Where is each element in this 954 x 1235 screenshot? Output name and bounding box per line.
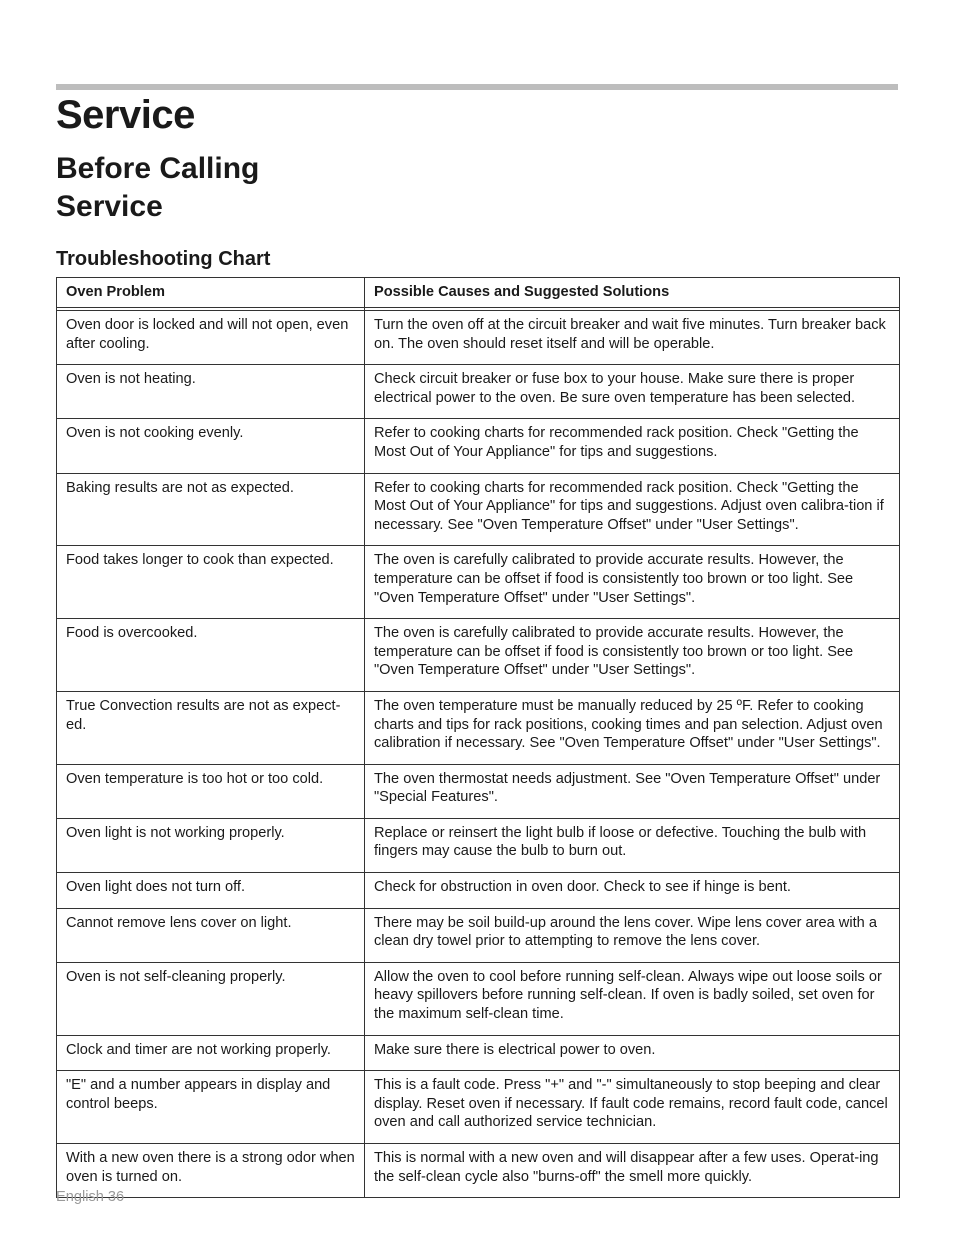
problem-cell: Oven light is not working properly. (57, 818, 365, 872)
solution-cell: The oven temperature must be manually reduced by 25 ºF. Refer to cooking charts and tips for rack positions, cooking times and pan selection. Adjust oven calibration if necessary. See "Oven Temperature Offset" under "User Settings". (365, 691, 900, 764)
problem-cell: Oven door is locked and will not open, even after cooling. (57, 311, 365, 365)
table-row (57, 1144, 900, 1198)
table-body (57, 308, 900, 1198)
problem-cell: Oven is not cooking evenly. (57, 419, 365, 473)
column-header-solution: Possible Causes and Suggested Solutions (365, 278, 900, 308)
table-row (57, 691, 900, 764)
table-row (57, 1071, 900, 1144)
problem-cell: Oven is not heating. (57, 365, 365, 419)
page-title: Service (56, 93, 195, 137)
problem-cell: Food is overcooked. (57, 619, 365, 692)
problem-cell: Food takes longer to cook than expected. (57, 546, 365, 619)
table-row (57, 365, 900, 419)
solution-cell: Refer to cooking charts for recommended rack position. Check "Getting the Most Out of Your Appliance" for tips and suggestions. (365, 419, 900, 473)
top-rule (56, 84, 898, 90)
problem-cell: True Convection results are not as expect-ed. (57, 691, 365, 764)
table-row (57, 546, 900, 619)
solution-cell: Allow the oven to cool before running self-clean. Always wipe out loose soils or heavy spillovers before running self-clean. If oven is badly soiled, set oven for the maximum self-clean time. (365, 962, 900, 1035)
problem-cell: "E" and a number appears in display and control beeps. (57, 1071, 365, 1144)
solution-cell: This is normal with a new oven and will disappear after a few uses. Operat-ing the self-clean cycle also "burns-off" the smell more quickly. (365, 1144, 900, 1198)
page-footer: English 36 (56, 1189, 125, 1205)
problem-cell: Clock and timer are not working properly. (57, 1035, 365, 1071)
solution-cell: The oven is carefully calibrated to provide accurate results. However, the temperature can be offset if food is consistently too brown or too light. See "Oven Temperature Offset" under "User Settings". (365, 619, 900, 692)
solution-cell: Refer to cooking charts for recommended rack position. Check "Getting the Most Out of Your Appliance" for tips and suggestions. Adjust oven calibra-tion if necessary. See "Oven Temperature Offset" under "User Settings". (365, 473, 900, 546)
table-header-row (57, 278, 900, 308)
table-row (57, 908, 900, 962)
table-row (57, 962, 900, 1035)
table-row (57, 873, 900, 909)
solution-cell: Make sure there is electrical power to oven. (365, 1035, 900, 1071)
problem-cell: Baking results are not as expected. (57, 473, 365, 546)
table-row (57, 818, 900, 872)
table-row (57, 1035, 900, 1071)
table-row (57, 764, 900, 818)
column-header-problem: Oven Problem (57, 278, 365, 308)
troubleshooting-table (56, 277, 900, 1198)
table-row (57, 311, 900, 365)
solution-cell: Replace or reinsert the light bulb if loose or defective. Touching the bulb with fingers may cause the bulb to burn out. (365, 818, 900, 872)
solution-cell: Check for obstruction in oven door. Check to see if hinge is bent. (365, 873, 900, 909)
problem-cell: With a new oven there is a strong odor when oven is turned on. (57, 1144, 365, 1198)
solution-cell: There may be soil build-up around the lens cover. Wipe lens cover area with a clean dry towel prior to attempting to remove the lens cover. (365, 908, 900, 962)
solution-cell: This is a fault code. Press "+" and "-" simultaneously to stop beeping and clear display. Reset oven if necessary. If fault code remains, record fault code, cancel oven and call authorized service technician. (365, 1071, 900, 1144)
solution-cell: The oven thermostat needs adjustment. See "Oven Temperature Offset" under "Special Features". (365, 764, 900, 818)
solution-cell: Check circuit breaker or fuse box to your house. Make sure there is proper electrical power to the oven. Be sure oven temperature has been selected. (365, 365, 900, 419)
chart-title: Troubleshooting Chart (56, 248, 271, 270)
table-row (57, 419, 900, 473)
table-row (57, 473, 900, 546)
problem-cell: Cannot remove lens cover on light. (57, 908, 365, 962)
solution-cell: The oven is carefully calibrated to provide accurate results. However, the temperature can be offset if food is consistently too brown or too light. See "Oven Temperature Offset" under "User Settings". (365, 546, 900, 619)
section-title: Before Calling Service (56, 152, 260, 223)
solution-cell: Turn the oven off at the circuit breaker and wait five minutes. Turn breaker back on. The oven should reset itself and will be operable. (365, 311, 900, 365)
problem-cell: Oven light does not turn off. (57, 873, 365, 909)
problem-cell: Oven temperature is too hot or too cold. (57, 764, 365, 818)
problem-cell: Oven is not self-cleaning properly. (57, 962, 365, 1035)
table-row (57, 619, 900, 692)
